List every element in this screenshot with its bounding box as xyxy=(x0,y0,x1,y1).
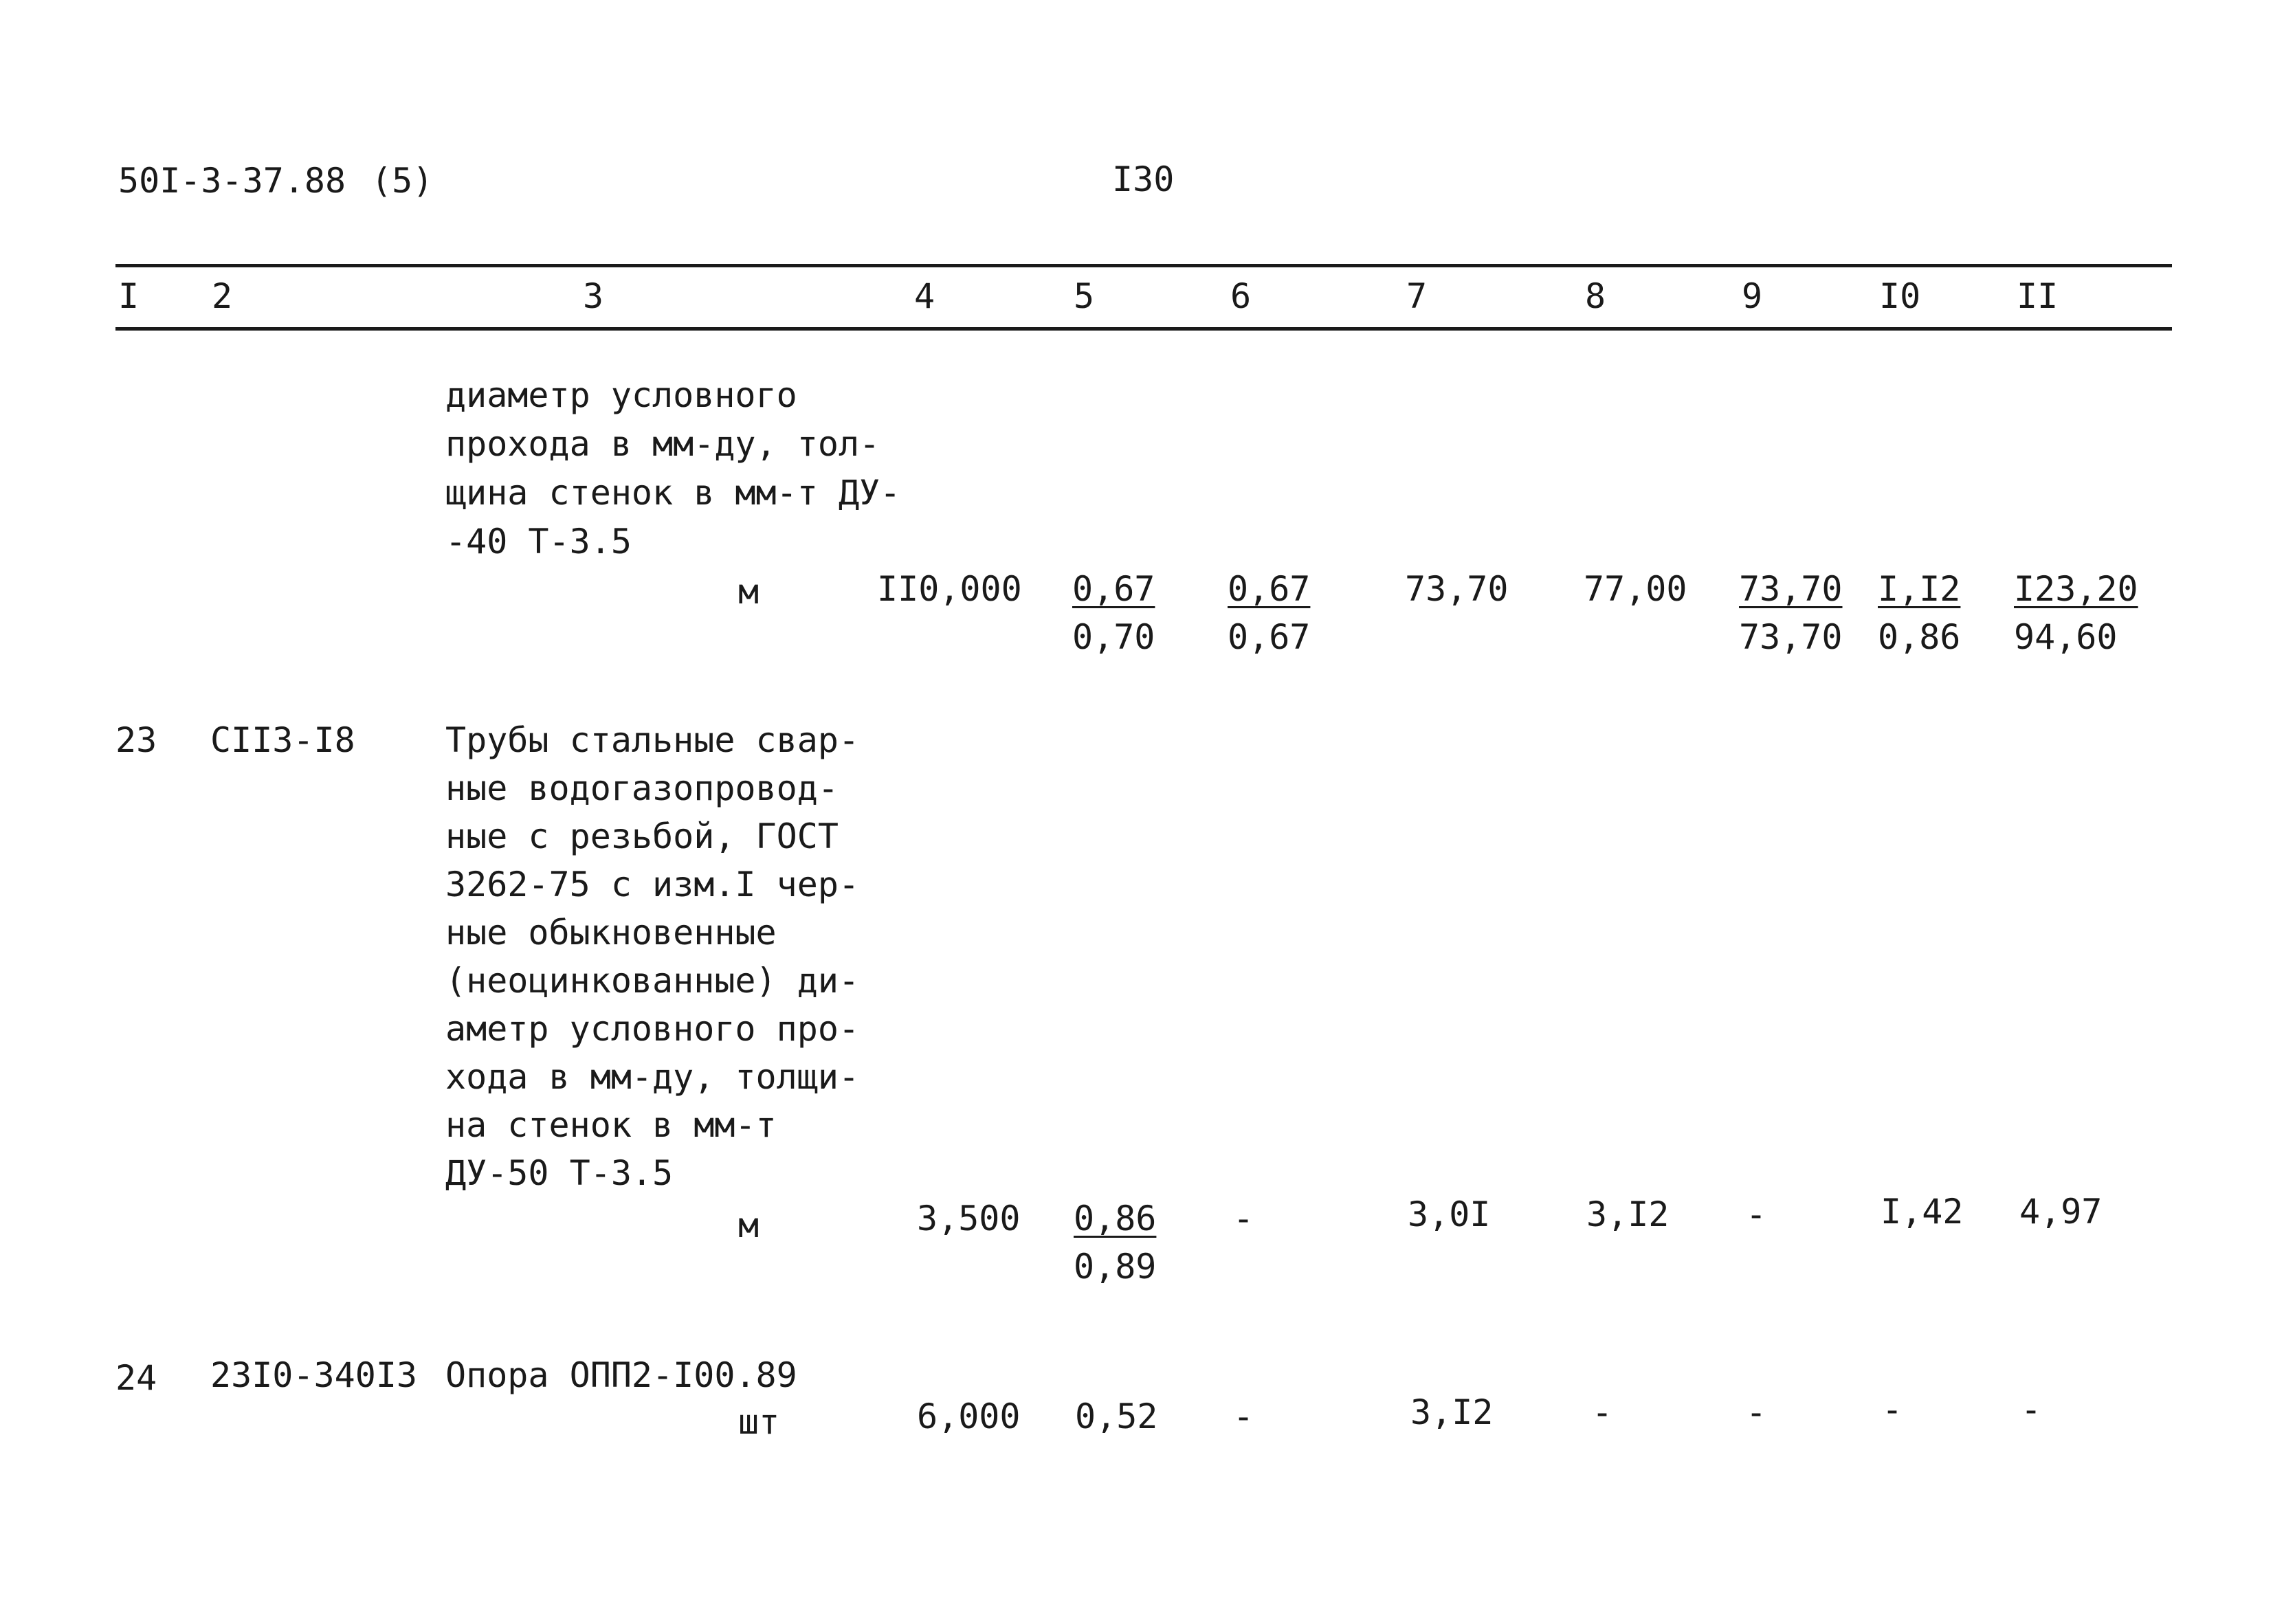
row-description-line: 3262-75 с изм.I чер- xyxy=(445,865,860,904)
row-description-line: Опора ОПП2-I00.89 xyxy=(445,1355,797,1395)
document-code: 50I-3-37.88 xyxy=(118,161,346,201)
row-col8: 77,00 xyxy=(1584,569,1687,609)
row-number: 23 xyxy=(115,720,157,760)
row-col5-top: 0,86 xyxy=(1074,1199,1157,1238)
row-description-line: прохода в мм-ду, тол- xyxy=(445,424,880,464)
page-number: I30 xyxy=(1112,159,1175,199)
row-col9: - xyxy=(1746,1392,1767,1432)
row-quantity: 6,000 xyxy=(917,1397,1021,1436)
row-col11-top: I23,20 xyxy=(2014,569,2138,609)
row-description-line: ные обыкновенные xyxy=(445,913,777,953)
document-part: (5) xyxy=(371,161,434,201)
row-description-line: ДУ-50 Т-3.5 xyxy=(445,1153,674,1193)
row-description-line: на стенок в мм-т xyxy=(445,1105,777,1145)
column-header-9: 9 xyxy=(1742,276,1763,316)
column-header-1: I xyxy=(118,276,140,316)
row-col8: 3,I2 xyxy=(1586,1194,1670,1234)
row-number: 24 xyxy=(115,1358,157,1398)
row-col7: 73,70 xyxy=(1405,569,1509,609)
row-code: СII3-I8 xyxy=(210,720,355,760)
row-col7: 3,0I xyxy=(1408,1194,1491,1234)
row-col5-bottom: 0,70 xyxy=(1072,617,1155,657)
row-col8: - xyxy=(1592,1392,1613,1432)
row-col11: 4,97 xyxy=(2019,1192,2103,1232)
row-col6-bottom: 0,67 xyxy=(1228,617,1311,657)
row-unit: шт xyxy=(738,1402,780,1442)
row-description-line: хода в мм-ду, толщи- xyxy=(445,1057,860,1097)
row-col5-top: 0,67 xyxy=(1072,569,1155,609)
column-header-8: 8 xyxy=(1585,276,1606,316)
column-header-4: 4 xyxy=(914,276,935,316)
row-description-line: -40 Т-3.5 xyxy=(445,522,632,561)
row-col9: - xyxy=(1746,1194,1767,1234)
row-quantity: II0,000 xyxy=(877,569,1022,609)
row-description-line: (неоцинкованные) ди- xyxy=(445,961,860,1001)
row-description-line: ные с резьбой, ГОСТ xyxy=(445,816,839,856)
row-col9-bottom: 73,70 xyxy=(1739,617,1843,657)
row-description-line: щина стенок в мм-т ДУ- xyxy=(445,473,901,513)
row-description-line: диаметр условного xyxy=(445,375,797,415)
column-header-7: 7 xyxy=(1406,276,1428,316)
row-col5-bottom: 0,89 xyxy=(1074,1247,1157,1287)
row-col9-top: 73,70 xyxy=(1739,569,1843,609)
row-col7: 3,I2 xyxy=(1410,1392,1494,1432)
column-header-6: 6 xyxy=(1230,276,1252,316)
row-col11: - xyxy=(2021,1390,2042,1430)
row-description-line: Трубы стальные свар- xyxy=(445,720,860,760)
column-header-5: 5 xyxy=(1074,276,1095,316)
column-header-11: II xyxy=(2017,276,2059,316)
row-quantity: 3,500 xyxy=(917,1199,1021,1238)
column-header-3: 3 xyxy=(583,276,604,316)
row-code: 23I0-340I3 xyxy=(210,1355,418,1395)
row-unit: м xyxy=(738,572,759,612)
row-col5: 0,52 xyxy=(1075,1397,1158,1436)
row-description-line: аметр условного про- xyxy=(445,1009,860,1049)
row-col10-top: I,I2 xyxy=(1878,569,1961,609)
row-description-line: ные водогазопровод- xyxy=(445,768,839,808)
row-col10-bottom: 0,86 xyxy=(1878,617,1961,657)
table-top-rule xyxy=(115,264,2172,267)
row-col10: I,42 xyxy=(1881,1192,1964,1232)
column-header-2: 2 xyxy=(212,276,233,316)
row-unit: м xyxy=(738,1205,759,1245)
column-header-10: I0 xyxy=(1879,276,1921,316)
row-col10: - xyxy=(1882,1390,1903,1430)
row-col6: - xyxy=(1233,1397,1254,1436)
table-header-rule xyxy=(115,327,2172,331)
row-col6-top: 0,67 xyxy=(1228,569,1311,609)
row-col6: - xyxy=(1233,1199,1254,1238)
row-col11-bottom: 94,60 xyxy=(2014,617,2118,657)
